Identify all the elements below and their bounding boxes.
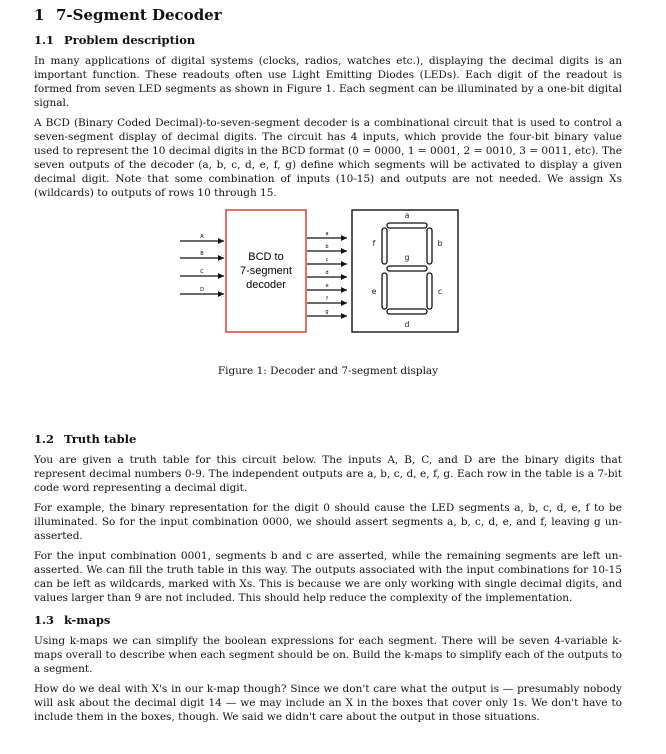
paragraph: A BCD (Binary Coded Decimal)-to-seven-segment decoder is a combinational circuit that is used to control a seven-segment display of decimal digits. The circuit has 4 inputs, which provide the four-bit binary value used to represent the 10 decimal digits in the BCD format (0 = 0000, 1 = 0001, 2 = 0010, 3 = 0011, etc). The seven outputs of the decoder (a, b, c, d, e, f, g) define which segments will be activated to display a given decimal digit. Note that some combination of inputs (10-15) and outputs are not needed. We assign Xs (wildcards) to outputs of rows 10 through 15. xyxy=(34,117,622,199)
output-label-g: g xyxy=(325,309,329,315)
output-label-f: f xyxy=(326,296,328,302)
input-lines xyxy=(180,234,224,294)
segment-label-c: c xyxy=(437,287,443,296)
output-label-a: a xyxy=(325,231,329,237)
subsection-title: Truth table xyxy=(64,432,137,446)
paragraph: In many applications of digital systems (clocks, radios, watches etc.), displaying the decimal digits is an important function. These readouts often use Light Emitting Diodes (LEDs). Each digit of the readout is formed from seven LED segments as shown in Figure 1. Each segment can be illuminated by a one-bit digital signal. xyxy=(34,55,622,109)
decoder-label-line3: decoder xyxy=(246,279,286,291)
segment-a xyxy=(387,223,427,228)
decoder-label-line2: 7-segment xyxy=(240,265,292,277)
input-label-a: A xyxy=(200,234,204,240)
input-label-b: B xyxy=(200,251,204,257)
output-lines xyxy=(307,231,347,316)
paragraph: For the input combination 0001, segments b and c are asserted, while the remaining segments are left un-asserted. We can fill the truth table in this way. The outputs associated with the input combinations for 10-15 can be left as wildcards, marked with Xs. This is because we are only working with single decimal digits, and values larger than 9 are not included. This should help reduce the complexity of the implementation. xyxy=(34,550,622,604)
output-label-b: b xyxy=(325,244,329,250)
paragraph: How do we deal with X's in our k-map though? Since we don't care what the output is — presumably nobody will ask about the decimal digit 14 — we may include an X in the boxes that cover only 1s. We don't have to include them in the boxes, though. We said we didn't care about the output in those situations. xyxy=(34,683,622,723)
paragraph: You are given a truth table for this circuit below. The inputs A, B, C, and D are the binary digits that represent decimal numbers 0-9. The independent outputs are a, b, c, d, e, f, g. Each row in the table is a 7-bit code word representing a decimal digit. xyxy=(34,454,622,494)
subsection-number: 1.3 xyxy=(34,613,55,627)
figure-decoder-display xyxy=(34,206,622,424)
subsection-heading-truth-table xyxy=(34,432,622,447)
subsection-number: 1.1 xyxy=(34,33,55,47)
segment-b xyxy=(427,228,432,264)
segment-f xyxy=(382,228,387,264)
section-heading xyxy=(34,5,622,25)
segment-g xyxy=(387,266,427,271)
segment-label-a: a xyxy=(404,211,410,220)
output-label-d: d xyxy=(325,270,329,276)
output-label-e: e xyxy=(325,283,329,289)
segment-c xyxy=(427,273,432,309)
segment-label-d: d xyxy=(404,320,410,329)
segment-d xyxy=(387,309,427,314)
decoder-diagram xyxy=(34,206,622,366)
decoder-label-line1: BCD to xyxy=(248,251,284,263)
subsection-title: Problem description xyxy=(64,33,196,47)
subsection-title: k-maps xyxy=(64,613,111,627)
subsection-number: 1.2 xyxy=(34,432,55,446)
document-page xyxy=(34,0,622,730)
input-label-d: D xyxy=(200,287,204,293)
paragraph: For example, the binary representation for the digit 0 should cause the LED segments a, b, c, d, e, f to be illuminated. So for the input combination 0000, we should assert segments a, b, c, d, e, and f, leaving g un-asserted. xyxy=(34,502,622,542)
figure-caption: Figure 1: Decoder and 7-segment display xyxy=(217,365,439,377)
segment-label-f: f xyxy=(372,239,376,248)
paragraph: Using k-maps we can simplify the boolean expressions for each segment. There will be seven 4-variable k-maps overall to describe when each segment should be on. Build the k-maps to simplify each of the outputs to a segment. xyxy=(34,635,622,675)
segment-label-g: g xyxy=(404,253,410,262)
section-number: 1 xyxy=(34,6,45,24)
segment-e xyxy=(382,273,387,309)
input-label-c: C xyxy=(200,269,204,275)
segment-label-e: e xyxy=(371,287,377,296)
output-label-c: c xyxy=(325,257,329,263)
segment-label-b: b xyxy=(437,239,443,248)
subsection-heading-problem xyxy=(34,33,622,48)
section-title: 7-Segment Decoder xyxy=(56,6,222,24)
subsection-heading-kmaps xyxy=(34,613,622,628)
